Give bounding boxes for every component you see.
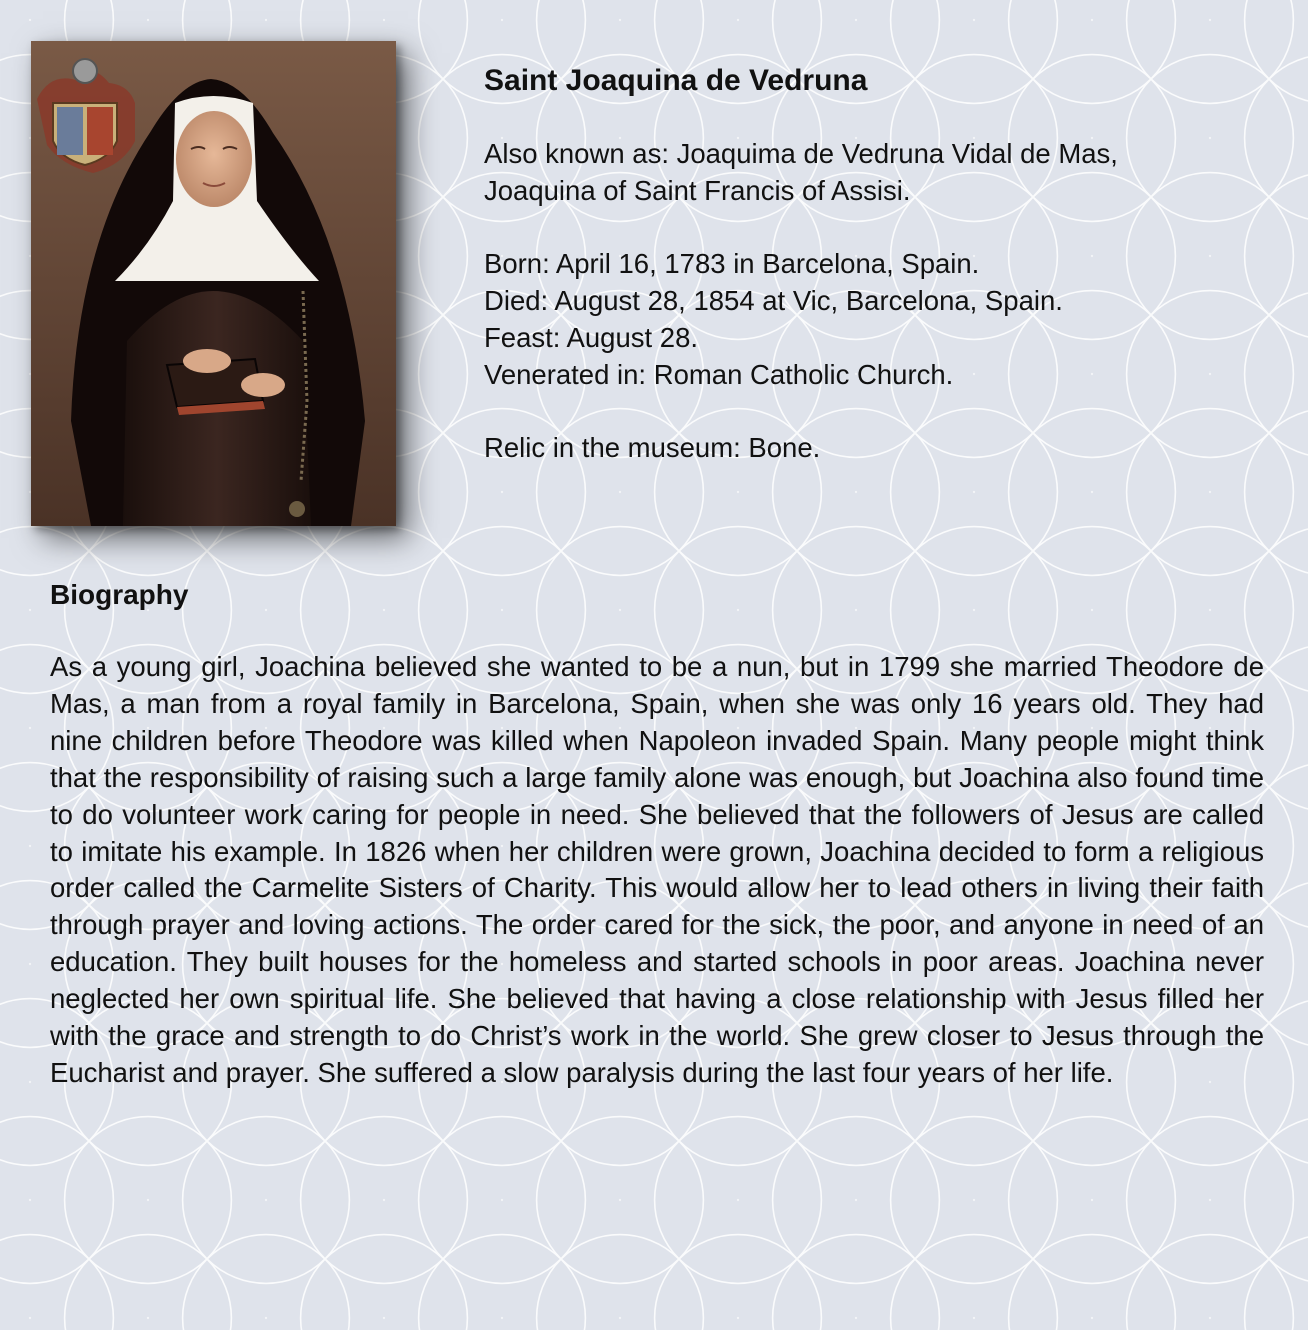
biography-section [50,576,1264,1092]
page-title: Saint Joaquina de Vedruna [484,64,868,97]
biography-heading: Biography [50,579,189,610]
biography-text: As a young girl, Joachina believed she wanted to be a nun, but in 1799 she married Theodore de Mas, a man from a royal family in Barcelona, Spain, when she was only 16 years old. They had nine children before Theodore was killed when Napoleon invaded Spain. Many people might think that the responsibility of raising such a large family alone was enough, but Joachina also found time to do volunteer work caring for people in need. She believed that the followers of Jesus are called to imitate his example. In 1826 when her children were grown, Joachina decided to form a religious order called the Carmelite Sisters of Charity. This would allow her to lead others in living their faith through prayer and loving actions. The order cared for the sick, the poor, and anyone in need of an education. They built houses for the homeless and started schools in poor areas. Joachina never neglected her own spiritual life. She believed that having a close relationship with Jesus filled her with the grace and strength to do Christ’s work in the world. She grew closer to Jesus through the Eucharist and prayer. She suffered a slow paralysis during the last four years of her life. [50,651,1264,1088]
venerated-text: Venerated in: Roman Catholic Church. [484,359,954,390]
relic-text: Relic in the museum: Bone. [484,432,821,463]
saint-info [484,62,1274,502]
saint-facts [484,245,1274,393]
saint-portrait [31,41,396,526]
aka-line-1: Also known as: Joaquima de Vedruna Vidal de Mas, [484,138,1118,169]
aka-line-2: Joaquina of Saint Francis of Assisi. [484,175,911,206]
born-text: Born: April 16, 1783 in Barcelona, Spain. [484,248,980,279]
died-text: Died: August 28, 1854 at Vic, Barcelona, Spain. [484,285,1063,316]
feast-text: Feast: August 28. [484,322,699,353]
also-known-as [484,135,1274,209]
